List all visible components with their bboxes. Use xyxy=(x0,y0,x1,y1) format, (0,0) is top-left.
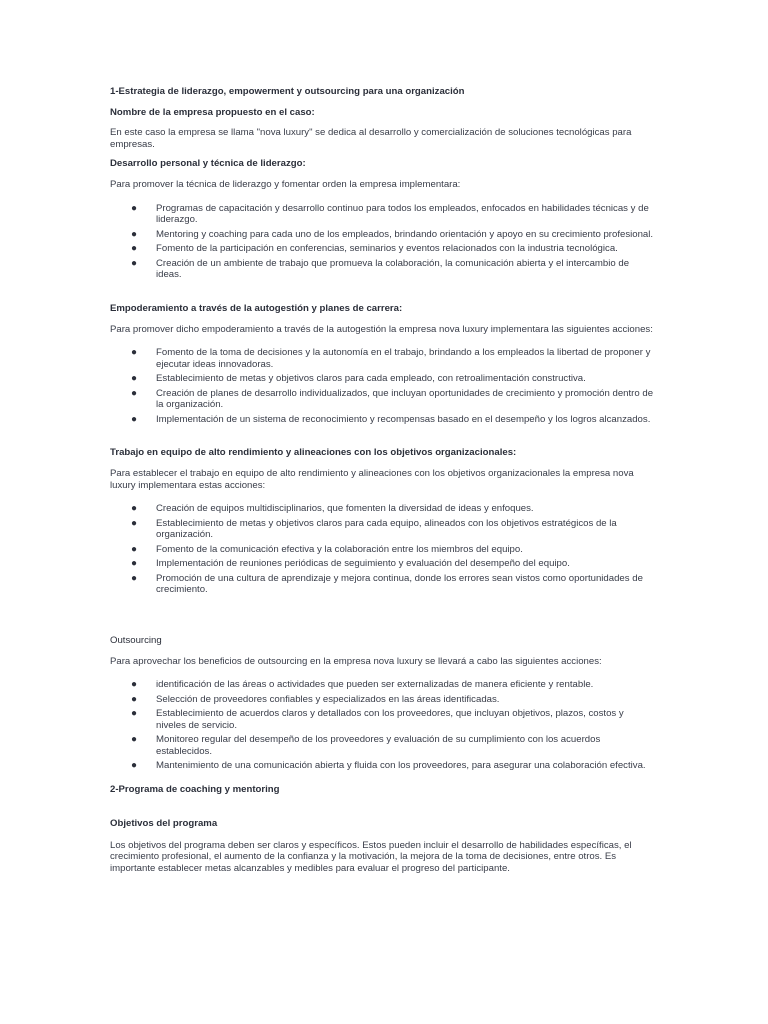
list-item: ● Selección de proveedores confiables y especializados en las áreas identificadas. xyxy=(131,693,500,705)
list-item: ● identificación de las áreas o actividades que pueden ser externalizadas de manera eficiente y rentable. xyxy=(131,679,594,690)
list-item: ● Creación de equipos multidisciplinarios, que fomenten la diversidad de ideas y enfoques. xyxy=(131,503,534,514)
list-item: ● Fomento de la participación en conferencias, seminarios y eventos relacionados con la industria tecnológica. xyxy=(131,243,618,254)
list-item: ● Mantenimiento de una comunicación abierta y fluida con los proveedores, para asegurar una colaboración efectiva. xyxy=(131,760,646,771)
bullet-icon: ● xyxy=(131,243,138,254)
list-item: ● Creación de planes de desarrollo individualizados, que incluyan oportunidades de crecimiento y promoción dentro de la organización. xyxy=(131,387,654,410)
bullet-icon: ● xyxy=(131,679,138,690)
bullet-icon: ● xyxy=(131,693,138,705)
bullet-icon: ● xyxy=(131,558,138,569)
bullet-icon: ● xyxy=(131,202,138,214)
bullet-icon: ● xyxy=(131,543,138,555)
bullet-icon: ● xyxy=(131,517,138,529)
bullet-icon: ● xyxy=(131,228,138,240)
list-item: ● Monitoreo regular del desempeño de los proveedores y evaluación de su cumplimiento con los acuerdos establecidos. xyxy=(131,734,601,757)
objectives-text: Los objetivos del programa deben ser claros y específicos. Estos pueden incluir el desarrollo de habilidades específicas, el crecimiento profesional, el aumento de la confianza y la motivación, la mejora de la toma de decisiones, entre otros. Es importante establecer metas alcanzables y medibles para evaluar el progreso del participante. xyxy=(110,839,632,874)
bullet-icon: ● xyxy=(131,572,138,584)
list-item: ● Fomento de la toma de decisiones y la autonomía en el trabajo, brindando a los empleados la libertad de proponer y ejecutar ideas innovadoras. xyxy=(131,347,651,370)
bullet-icon: ● xyxy=(131,347,138,358)
empowerment-list xyxy=(110,347,655,425)
bullet-icon: ● xyxy=(131,708,138,719)
bullet-icon: ● xyxy=(131,760,138,771)
list-item: ● Programas de capacitación y desarrollo continuo para todos los empleados, enfocados en habilidades técnicas y de liderazgo. xyxy=(131,202,649,225)
leadership-list xyxy=(110,203,655,281)
list-item: ● Implementación de reuniones periódicas de seguimiento y evaluación del desempeño del equipo. xyxy=(131,558,570,569)
leadership-heading: Desarrollo personal y técnica de liderazgo: xyxy=(110,158,306,169)
bullet-icon: ● xyxy=(131,257,138,269)
list-item: ● Implementación de un sistema de reconocimiento y recompensas basado en el desempeño y los logros alcanzados. xyxy=(131,413,651,425)
list-item: ● Establecimiento de metas y objetivos claros para cada equipo, alineados con los objetivos estratégicos de la organización. xyxy=(131,517,617,540)
empowerment-heading: Empoderamiento a través de la autogestión y planes de carrera: xyxy=(110,302,403,314)
objectives-heading: Objetivos del programa xyxy=(110,817,218,829)
empowerment-intro: Para promover dicho empoderamiento a través de la autogestión la empresa nova luxury implementara las siguientes acciones: xyxy=(110,323,653,335)
bullet-icon: ● xyxy=(131,734,138,745)
company-heading: Nombre de la empresa propuesto en el caso: xyxy=(110,107,315,118)
company-text: En este caso la empresa se llama "nova luxury" se dedica al desarrollo y comercialización de soluciones tecnológicas para empresas. xyxy=(110,127,632,150)
list-item: ● Establecimiento de metas y objetivos claros para cada empleado, con retroalimentación constructiva. xyxy=(131,373,586,384)
list-item: ● Fomento de la comunicación efectiva y la colaboración entre los miembros del equipo. xyxy=(131,543,523,555)
leadership-intro: Para promover la técnica de liderazgo y fomentar orden la empresa implementara: xyxy=(110,179,461,190)
teamwork-intro: Para establecer el trabajo en equipo de alto rendimiento y alineaciones con los objetivos organizacionales la empresa nova luxury implementara estas acciones: xyxy=(110,468,634,491)
outsourcing-list xyxy=(110,679,655,772)
bullet-icon: ● xyxy=(131,413,138,425)
section2-title: 2-Programa de coaching y mentoring xyxy=(110,783,280,795)
teamwork-heading: Trabajo en equipo de alto rendimiento y alineaciones con los objetivos organizacionales: xyxy=(110,447,517,458)
bullet-icon: ● xyxy=(131,373,138,384)
list-item: ● Promoción de una cultura de aprendizaje y mejora continua, donde los errores sean vistos como oportunidades de crecimiento. xyxy=(131,572,643,595)
outsourcing-intro: Para aprovechar los beneficios de outsourcing en la empresa nova luxury se llevará a cabo las siguientes acciones: xyxy=(110,655,602,667)
bullet-icon: ● xyxy=(131,503,138,514)
list-item: ● Establecimiento de acuerdos claros y detallados con los proveedores, que incluyan objetivos, plazos, costos y niveles de servicio. xyxy=(131,708,624,731)
document-page xyxy=(110,86,655,874)
section1-title: 1-Estrategia de liderazgo, empowerment y outsourcing para una organización xyxy=(110,86,465,97)
list-item: ● Mentoring y coaching para cada uno de los empleados, brindando orientación y apoyo en su crecimiento profesional. xyxy=(131,228,654,240)
outsourcing-heading: Outsourcing xyxy=(110,634,162,646)
list-item: ● Creación de un ambiente de trabajo que promueva la colaboración, la comunicación abierta y el intercambio de ideas. xyxy=(131,257,630,280)
teamwork-list xyxy=(110,503,655,596)
bullet-icon: ● xyxy=(131,387,138,399)
